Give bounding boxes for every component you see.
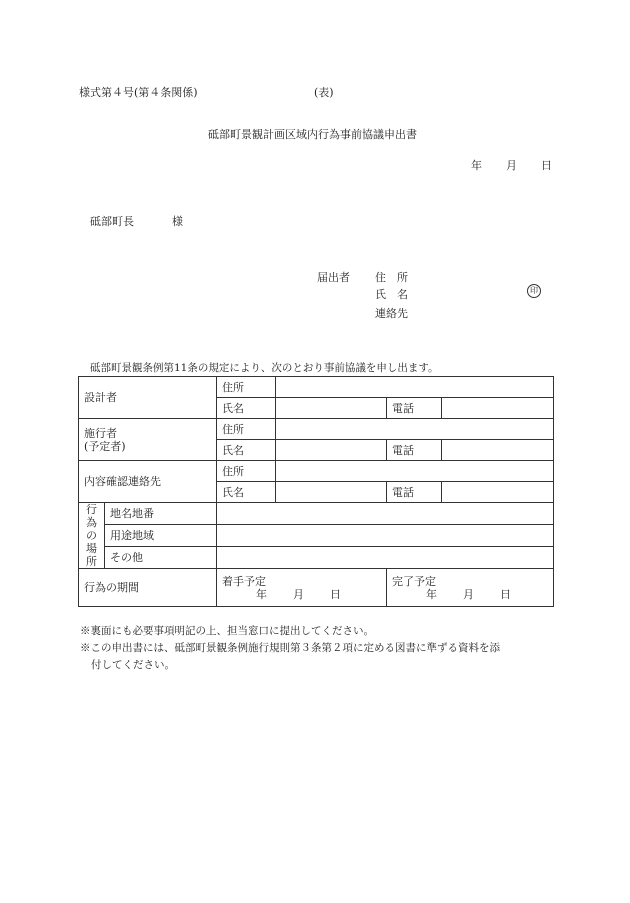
designer-name-label: 氏名 [217, 398, 276, 419]
end-day: 日 [500, 587, 511, 601]
contractor-name-label: 氏名 [217, 440, 276, 461]
contractor-address-field[interactable] [276, 419, 554, 440]
place-char: 所 [86, 555, 97, 568]
page-title: 砥部町景観計画区域内行為事前協議申出書 [208, 128, 417, 141]
intro-text: 砥部町景観条例第11条の規定により、次のとおり事前協議を申し出ます。 [90, 362, 439, 374]
end-label: 完了予定 [392, 574, 436, 588]
table-row [79, 525, 554, 547]
end-month: 月 [463, 587, 474, 601]
start-date-ymd [222, 588, 381, 601]
contractor-address-label: 住所 [217, 419, 276, 440]
table-row [79, 377, 554, 398]
applicant-address-label: 住 所 [375, 271, 408, 284]
applicant-label: 届出者 [317, 271, 350, 284]
designer-address-label: 住所 [217, 377, 276, 398]
form-side: (表) [314, 86, 334, 99]
contact-name-field[interactable] [276, 482, 387, 503]
place-char: 場 [86, 542, 97, 555]
place-char: の [86, 529, 97, 542]
date-month: 月 [506, 159, 517, 172]
table-row [79, 503, 554, 525]
lot-number-label: 地名地番 [105, 503, 217, 525]
contact-phone-field[interactable] [442, 482, 554, 503]
contact-address-field[interactable] [276, 461, 554, 482]
notes [80, 623, 560, 674]
contractor-phone-field[interactable] [442, 440, 554, 461]
zoning-label: 用途地域 [105, 525, 217, 547]
other-field[interactable] [217, 547, 554, 569]
designer-phone-label: 電話 [387, 398, 442, 419]
table-row [79, 569, 554, 607]
note-line: ※この申出書には、砥部町景観条例施行規則第３条第２項に定める図書に準ずる資料を添 [80, 642, 500, 654]
contractor-phone-label: 電話 [387, 440, 442, 461]
place-vertical-label [79, 503, 105, 569]
zoning-field[interactable] [217, 525, 554, 547]
contact-address-label: 住所 [217, 461, 276, 482]
note-line: ※裏面にも必要事項明記の上、担当窓口に提出してください。 [80, 625, 374, 637]
application-table [78, 376, 554, 607]
end-date-field[interactable] [387, 569, 554, 607]
contractor-name-field[interactable] [276, 440, 387, 461]
place-char: 為 [86, 516, 97, 529]
addressee-honorific: 様 [172, 215, 183, 228]
contractor-label [79, 419, 217, 461]
note-line: 付してください。 [91, 659, 175, 671]
start-year: 年 [256, 587, 267, 601]
contractor-label-line2: (予定者) [84, 439, 126, 453]
end-date-ymd [392, 588, 548, 601]
contact-phone-label: 電話 [387, 482, 442, 503]
contact-person-label: 内容確認連絡先 [79, 461, 217, 503]
designer-label: 設計者 [79, 377, 217, 419]
applicant-name-label: 氏 名 [375, 288, 408, 301]
contact-name-label: 氏名 [217, 482, 276, 503]
applicant-contact-label: 連絡先 [375, 307, 408, 320]
form-number: 様式第４号(第４条関係) [79, 86, 198, 99]
date-day: 日 [541, 159, 552, 172]
designer-address-field[interactable] [276, 377, 554, 398]
start-label: 着手予定 [222, 574, 266, 588]
place-char: 行 [86, 503, 97, 516]
contractor-label-line1: 施行者 [84, 426, 117, 440]
period-label: 行為の期間 [79, 569, 217, 607]
table-row [79, 419, 554, 440]
other-label: その他 [105, 547, 217, 569]
date-year: 年 [471, 159, 482, 172]
designer-phone-field[interactable] [442, 398, 554, 419]
start-date-field[interactable] [217, 569, 387, 607]
start-day: 日 [330, 587, 341, 601]
table-row [79, 461, 554, 482]
seal-mark: 印 [527, 284, 541, 298]
lot-number-field[interactable] [217, 503, 554, 525]
end-year: 年 [426, 587, 437, 601]
table-row [79, 547, 554, 569]
start-month: 月 [293, 587, 304, 601]
designer-name-field[interactable] [276, 398, 387, 419]
addressee-name: 砥部町長 [90, 215, 134, 228]
